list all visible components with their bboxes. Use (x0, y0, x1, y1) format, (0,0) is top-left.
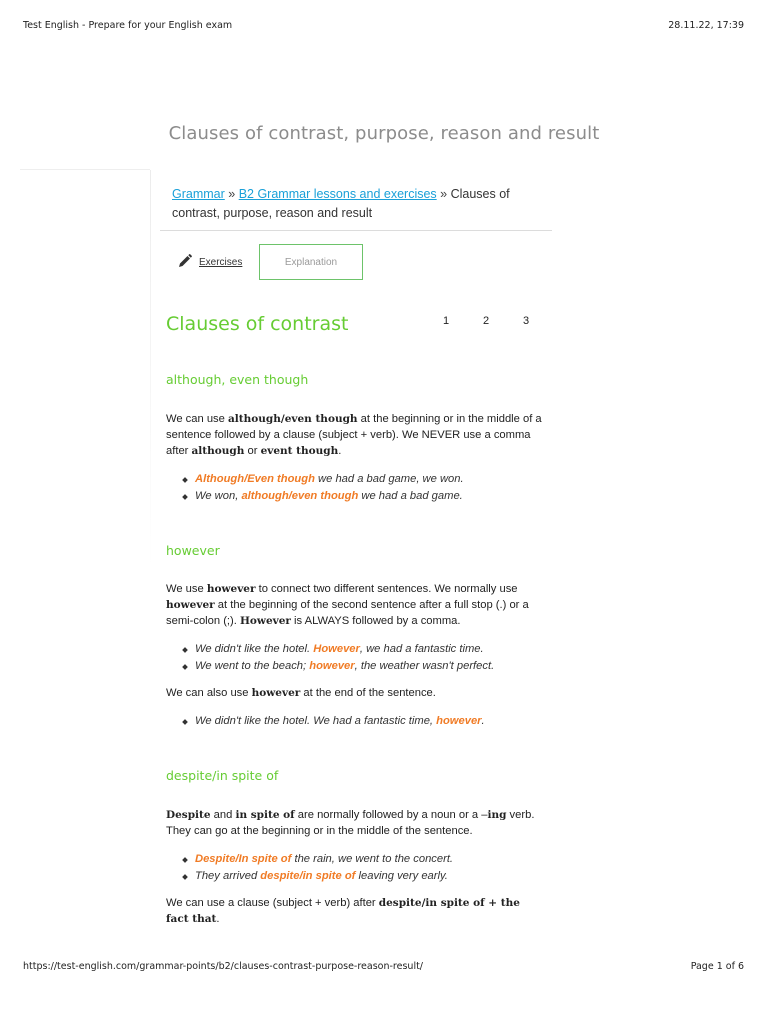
header-divider (20, 169, 150, 170)
example-list-however-end (166, 713, 546, 730)
breadcrumb-current: Clauses of contrast, purpose, reason and result (172, 187, 510, 220)
paragraph-despite-clause: We can use a clause (subject + verb) after despite/in spite of + the fact that. (166, 897, 520, 925)
tab-exercises-label: Exercises (199, 256, 243, 268)
heading-although: although, even though (166, 372, 309, 387)
print-header-title: Test English - Prepare for your English exam (23, 20, 233, 31)
tab-exercises[interactable] (177, 253, 242, 271)
breadcrumb-divider (160, 230, 552, 231)
print-footer (23, 961, 744, 972)
pencil-icon (177, 253, 193, 272)
tab-explanation[interactable]: Explanation (259, 244, 363, 280)
list-item: We went to the beach; however, the weather wasn't perfect. (166, 658, 546, 675)
pager-page-3[interactable]: 3 (523, 315, 530, 327)
example-list-despite (166, 851, 546, 884)
pager-page-2[interactable]: 2 (483, 315, 490, 327)
page-title: Clauses of contrast, purpose, reason and result (168, 123, 600, 144)
print-footer-page: Page 1 of 6 (690, 961, 744, 972)
breadcrumb-separator: » (436, 187, 451, 201)
paragraph-although: We can use although/even though at the beginning or in the middle of a sentence followed by a clause (subject + verb). We NEVER use a comma after although or event though. (166, 413, 542, 457)
section-title: Clauses of contrast (166, 313, 349, 335)
heading-despite: despite/in spite of (166, 768, 279, 783)
print-footer-url: https://test-english.com/grammar-points/b2/clauses-contrast-purpose-reason-result/ (23, 961, 424, 972)
pager-page-1: 1 (443, 315, 450, 327)
heading-however: however (166, 543, 220, 558)
paragraph-however-end: We can also use however at the end of the sentence. (166, 687, 436, 699)
breadcrumb (172, 185, 542, 223)
breadcrumb-link-b2-grammar[interactable]: B2 Grammar lessons and exercises (238, 187, 437, 201)
example-list-although (166, 471, 546, 504)
print-header-datetime: 28.11.22, 17:39 (668, 20, 744, 31)
list-item: We didn't like the hotel. We had a fantastic time, however. (166, 713, 546, 730)
list-item: Although/Even though we had a bad game, we won. (166, 471, 546, 488)
print-header (23, 20, 744, 31)
example-list-however (166, 641, 546, 674)
paragraph-however: We use however to connect two different sentences. We normally use however at the beginning of the second sentence after a full stop (.) or a semi-colon (;). However is ALWAYS followed by a comma. (166, 583, 529, 627)
list-item: We won, although/even though we had a bad game. (166, 488, 546, 505)
breadcrumb-separator: » (224, 187, 239, 201)
paragraph-despite: Despite and in spite of are normally followed by a noun or a –ing verb. They can go at the beginning or in the middle of the sentence. (166, 809, 535, 837)
list-item: We didn't like the hotel. However, we had a fantastic time. (166, 641, 546, 658)
list-item: They arrived despite/in spite of leaving very early. (166, 868, 546, 885)
sidebar-divider (150, 170, 151, 570)
breadcrumb-link-grammar[interactable]: Grammar (172, 187, 225, 201)
list-item: Despite/In spite of the rain, we went to the concert. (166, 851, 546, 868)
